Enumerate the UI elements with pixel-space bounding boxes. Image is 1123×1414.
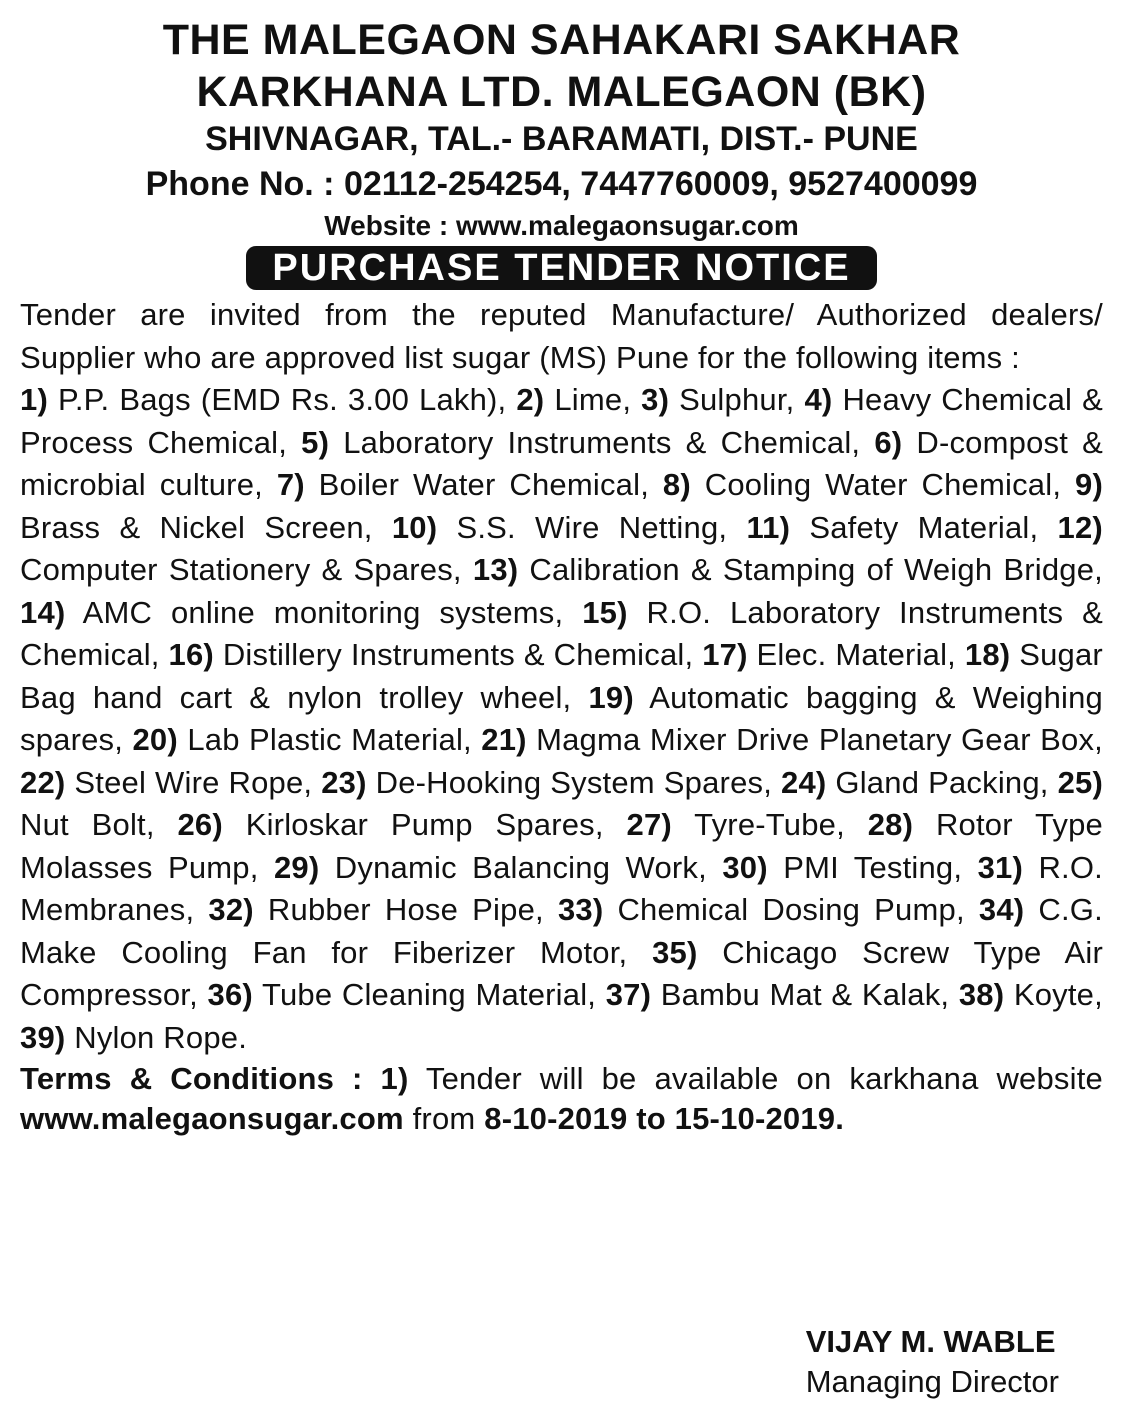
tender-item-text: Distillery Instruments & Chemical, — [222, 637, 694, 672]
tender-item — [277, 467, 649, 502]
tender-item-text: Nylon Rope. — [74, 1019, 248, 1055]
tender-item-number: 32) — [208, 892, 254, 927]
tender-item-number: 23) — [321, 764, 367, 800]
terms-website: www.malegaonsugar.com — [20, 1101, 404, 1136]
tender-item — [722, 850, 962, 885]
tender-item-text: R.O. Laboratory Instruments & Chemical, — [20, 594, 1103, 672]
tender-item — [20, 595, 563, 630]
tender-item-number: 12) — [1057, 509, 1103, 545]
tender-item-number: 10) — [391, 509, 438, 545]
tender-item-text: C.G. Make Cooling Fan for Fiberizer Motor, — [20, 892, 1103, 970]
tender-item — [959, 977, 1103, 1012]
tender-item-text: D-compost & microbial culture, — [20, 424, 1103, 502]
tender-item-text: Magma Mixer Drive Planetary Gear Box, — [536, 722, 1103, 757]
tender-item-number: 33) — [557, 892, 604, 927]
tender-item-text: Kirloskar Pump Spares, — [245, 807, 604, 842]
tender-item-text: Chemical Dosing Pump, — [617, 892, 965, 927]
tender-item — [169, 637, 694, 672]
tender-item-number: 34) — [978, 892, 1025, 927]
notice-intro: Tender are invited from the reputed Manufacture/ Authorized dealers/ Supplier who are approved list sugar (MS) Pune for the following items : — [20, 297, 1103, 375]
tender-item — [746, 510, 1038, 545]
tender-item — [481, 722, 1103, 757]
organization-name-line1: THE MALEGAON SAHAKARI SAKHAR — [162, 16, 961, 64]
tender-item-number: 28) — [867, 807, 914, 842]
tender-item — [663, 467, 1061, 502]
website-label: Website : — [324, 210, 449, 241]
tender-item — [177, 807, 603, 842]
terms-text: Tender will be available on karkhana website — [425, 1061, 1103, 1096]
tender-item-number: 1) — [20, 382, 48, 417]
tender-item-number: 15) — [582, 594, 628, 630]
tender-item-number: 16) — [168, 637, 214, 672]
tender-item-number: 13) — [472, 552, 519, 587]
tender-item-number: 39) — [20, 1019, 66, 1055]
signatory-title: Managing Director — [805, 1364, 1059, 1399]
tender-item-text: Sulphur, — [679, 382, 795, 417]
tender-item-number: 25) — [1057, 764, 1103, 800]
tender-item — [20, 765, 312, 800]
tender-item-number: 18) — [964, 637, 1011, 672]
tender-item — [606, 977, 950, 1012]
tender-item-number: 2) — [516, 382, 545, 417]
tender-item-text: Chicago Screw Type Air Compressor, — [20, 934, 1103, 1012]
tender-item-text: P.P. Bags (EMD Rs. 3.00 Lakh), — [57, 382, 507, 417]
tender-item-number: 7) — [276, 467, 305, 502]
tender-item-text: Elec. Material, — [756, 637, 956, 672]
tender-item-text: Safety Material, — [809, 509, 1039, 545]
organization-name-line2: KARKHANA LTD. MALEGAON (BK) — [196, 68, 927, 116]
tender-item-text: S.S. Wire Netting, — [456, 509, 728, 545]
tender-item-number: 24) — [781, 764, 827, 800]
terms-date-range: 8-10-2019 to 15-10-2019. — [484, 1101, 845, 1136]
tender-item-number: 5) — [301, 424, 330, 460]
tender-item-text: R.O. Membranes, — [20, 849, 1103, 927]
tender-item — [781, 765, 1049, 800]
tender-item-text: PMI Testing, — [783, 849, 963, 885]
tender-item-text: Brass & Nickel Screen, — [20, 509, 373, 545]
tender-item-number: 8) — [662, 467, 691, 502]
tender-item-text: Bambu Mat & Kalak, — [660, 977, 950, 1012]
website-line — [20, 208, 1103, 244]
tender-item-number: 29) — [273, 849, 320, 885]
tender-item-text: De-Hooking System Spares, — [375, 764, 773, 800]
tender-item — [473, 552, 1103, 587]
tender-item-number: 4) — [804, 382, 833, 417]
tender-item-text: Sugar Bag hand cart & nylon trolley wheel, — [20, 637, 1103, 715]
tender-item-number: 31) — [977, 849, 1024, 885]
tender-item — [132, 722, 471, 757]
tender-item-number: 21) — [481, 722, 527, 757]
tender-item — [702, 637, 956, 672]
terms-from-text: from — [412, 1101, 476, 1136]
tender-item-number: 19) — [588, 679, 634, 715]
tender-item-number: 27) — [626, 807, 672, 842]
tender-item-text: Koyte, — [1013, 977, 1103, 1012]
tender-item-number: 9) — [1075, 467, 1103, 502]
tender-item-number: 20) — [132, 722, 178, 757]
signatory-name: VIJAY M. WABLE — [805, 1324, 1056, 1359]
tender-item-number: 14) — [20, 594, 66, 630]
organization-address: SHIVNAGAR, TAL.- BARAMATI, DIST.- PUNE — [205, 120, 918, 158]
tender-item — [301, 425, 860, 460]
tender-item-text: Computer Stationery & Spares, — [20, 552, 462, 587]
tender-item — [641, 382, 794, 417]
tender-item-text: AMC online monitoring systems, — [82, 594, 564, 630]
tender-item-text: Nut Bolt, — [20, 807, 155, 842]
tender-item-number: 37) — [605, 977, 652, 1012]
notice-title: PURCHASE TENDER NOTICE — [246, 246, 876, 290]
tender-item-text: Gland Packing, — [835, 764, 1049, 800]
tender-item-number: 22) — [20, 764, 66, 800]
tender-item-number: 35) — [652, 934, 698, 970]
notice-title-wrap — [20, 246, 1103, 290]
tender-item-text: Dynamic Balancing Work, — [334, 849, 707, 885]
tender-item — [20, 382, 506, 417]
tender-item-text: Boiler Water Chemical, — [318, 467, 650, 502]
tender-item-text: Calibration & Stamping of Weigh Bridge, — [529, 552, 1103, 587]
tender-item — [627, 807, 845, 842]
tender-item — [274, 850, 707, 885]
tender-item — [208, 977, 597, 1012]
website-url: www.malegaonsugar.com — [455, 210, 799, 241]
tender-item-text: Steel Wire Rope, — [74, 764, 313, 800]
phone-numbers: 02112-254254, 7447760009, 9527400099 — [343, 165, 978, 203]
tender-item — [208, 892, 543, 927]
tender-item-number: 38) — [958, 977, 1005, 1012]
signature-block — [806, 1322, 1059, 1402]
tender-item-number: 17) — [702, 637, 748, 672]
tender-item-text: Lab Plastic Material, — [187, 722, 472, 757]
tender-item-text: Laboratory Instruments & Chemical, — [343, 424, 861, 460]
tender-item-number: 6) — [874, 424, 903, 460]
tender-items-list — [20, 379, 1103, 1059]
tender-item-text: Tyre-Tube, — [694, 807, 845, 842]
tender-item — [20, 1020, 247, 1055]
tender-item — [558, 892, 965, 927]
tender-item-text: Lime, — [554, 382, 632, 417]
tender-item-text: Heavy Chemical & Process Chemical, — [20, 382, 1103, 460]
tender-item-number: 3) — [641, 382, 670, 417]
tender-item — [516, 382, 631, 417]
tender-item-number: 26) — [177, 807, 223, 842]
tender-item-text: Rotor Type Molasses Pump, — [20, 807, 1103, 885]
tender-item-number: 30) — [722, 849, 768, 885]
tender-item-number: 11) — [746, 509, 791, 545]
tender-item — [321, 765, 772, 800]
phone-line — [20, 160, 1103, 208]
phone-label: Phone No. : — [145, 165, 335, 203]
tender-item-text: Cooling Water Chemical, — [704, 467, 1062, 502]
tender-item — [392, 510, 727, 545]
terms-and-conditions — [20, 1059, 1103, 1139]
terms-label: Terms & Conditions : — [20, 1061, 363, 1096]
tender-item-number: 36) — [207, 977, 253, 1012]
tender-item-text: Rubber Hose Pipe, — [267, 892, 544, 927]
terms-item-number: 1) — [380, 1061, 409, 1096]
letterhead — [20, 14, 1103, 244]
tender-item-text: Automatic bagging & Weighing spares, — [20, 679, 1103, 757]
tender-item-text: Tube Cleaning Material, — [261, 977, 597, 1012]
